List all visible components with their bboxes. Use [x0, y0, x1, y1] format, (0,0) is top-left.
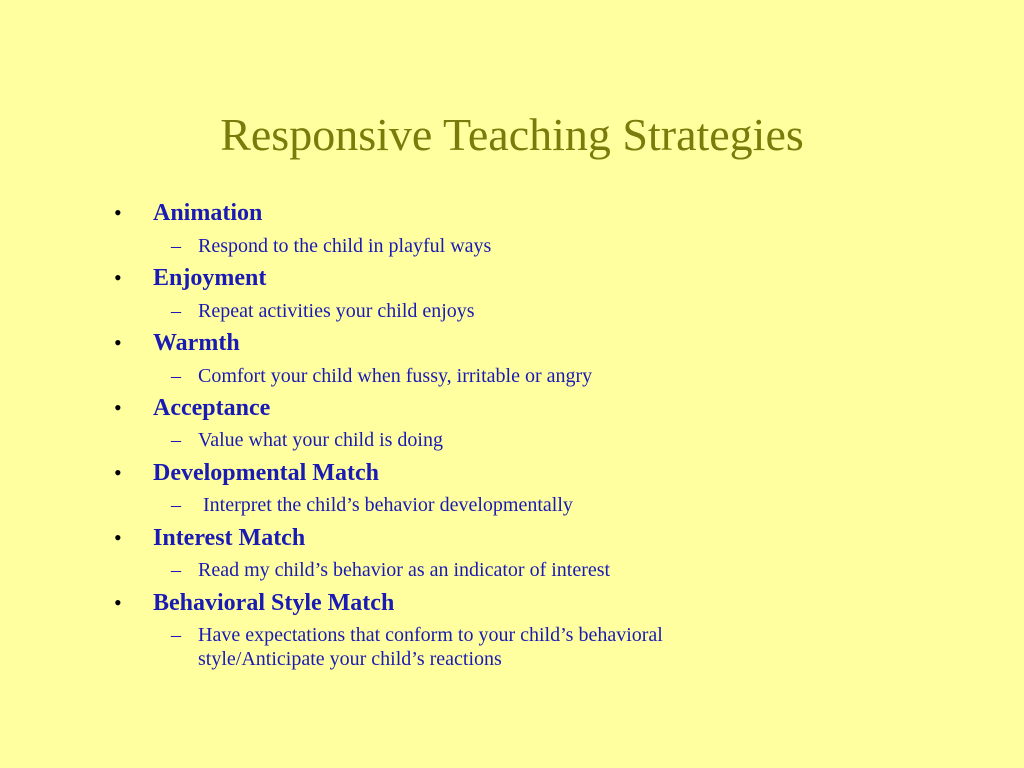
bullet-icon: • — [114, 265, 122, 290]
bullet-heading: Enjoyment — [153, 265, 267, 291]
slide-title: Responsive Teaching Strategies — [220, 109, 804, 160]
bullet-icon: • — [114, 200, 122, 225]
bullet-icon: • — [114, 460, 122, 485]
dash-icon: – — [171, 559, 181, 581]
bullet-heading: Developmental Match — [153, 460, 379, 486]
sub-item-text: Value what your child is doing — [198, 429, 443, 451]
sub-item-text: Respond to the child in playful ways — [198, 235, 492, 257]
dash-icon: – — [171, 235, 181, 257]
sub-item-text-line-2: style/Anticipate your child’s reactions — [198, 648, 502, 670]
sub-item-text: Read my child’s behavior as an indicator of interest — [198, 559, 611, 581]
dash-icon: – — [171, 429, 181, 451]
dash-icon: – — [171, 300, 181, 322]
dash-icon: – — [171, 365, 181, 387]
bullet-icon: • — [114, 330, 122, 355]
sub-item-text: Comfort your child when fussy, irritable or angry — [198, 365, 593, 387]
sub-item-text-line-1: Have expectations that conform to your child’s behavioral — [198, 624, 663, 646]
bullet-heading: Behavioral Style Match — [153, 590, 395, 616]
bullet-icon: • — [114, 395, 122, 420]
bullet-heading: Acceptance — [153, 395, 271, 421]
bullet-icon: • — [114, 590, 122, 615]
bullet-icon: • — [114, 525, 122, 550]
bullet-heading: Interest Match — [153, 525, 306, 551]
dash-icon: – — [171, 494, 181, 516]
bullet-heading: Animation — [153, 200, 263, 226]
sub-item-text: Repeat activities your child enjoys — [198, 300, 475, 322]
sub-item-text: Interpret the child’s behavior developmentally — [198, 494, 573, 516]
bullet-heading: Warmth — [153, 330, 240, 356]
dash-icon: – — [171, 624, 181, 646]
